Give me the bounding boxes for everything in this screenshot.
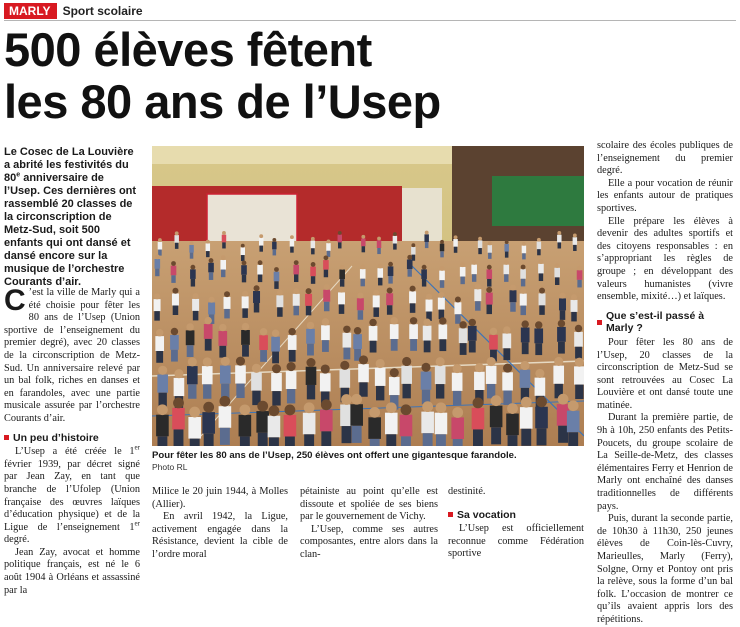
child-figure [486,366,497,384]
child-figure [460,267,466,277]
child-figure [389,377,400,395]
section-label: Sport scolaire [62,4,143,18]
child-figure [339,270,345,280]
child-figure [271,337,280,352]
subhead-marly [597,310,733,335]
column-2-paragraph-1: Milice le 20 juin 1944, à Molles (Allier). [152,486,288,510]
child-figure [274,272,280,282]
child-figure [489,335,498,350]
child-figure [253,291,260,303]
child-figure [435,366,446,384]
child-figure [218,331,227,346]
child-figure [573,237,577,245]
child-figure [486,293,493,305]
child-figure [503,333,512,348]
subhead-history [4,432,140,445]
child-figure [538,264,544,274]
child-figure [338,292,345,304]
child-figure [202,366,213,384]
child-figure [421,269,427,279]
child-figure [401,366,412,384]
child-figure [350,404,363,426]
child-figure [454,302,461,314]
square-bullet-icon [4,435,9,440]
column-4-paragraph-2: L’Usep est officiellement reconnue comme Fédération sportive [448,523,584,560]
history-sup-1: er [134,443,140,452]
column-3-paragraph-2: L’Usep, comme ses autres composantes, entre alors dans la clan- [300,523,438,560]
subhead-history-text: Un peu d’histoire [13,431,99,444]
child-figure [338,235,342,243]
child-figure [369,326,378,341]
child-figure [320,373,331,391]
child-figure [208,302,215,314]
child-figure [468,326,477,341]
child-figure [424,234,428,242]
child-figure [272,242,276,250]
column-5-paragraph-2: Elle prépare les élèves à devenir des adultes sportifs et des citoyens responsables : en s’appropriant les règles de groupe ; en développant des valeurs humanistes (vivre ensemble, mixité…) et laïques. [597,215,733,303]
child-figure [224,297,231,309]
child-figure [358,364,369,382]
child-figure [474,372,485,390]
child-figure [339,370,350,388]
child-figure [303,413,316,435]
child-figure [305,294,312,306]
child-figure [154,299,161,311]
child-figure [259,335,268,350]
kicker [4,3,143,19]
subhead-vocation-text: Sa vocation [457,508,516,521]
child-figure [490,406,503,428]
child-figure [156,415,169,437]
photo-credit: Photo RL [152,462,188,472]
child-figure [520,269,526,279]
child-figure [435,413,448,435]
child-figure [186,330,195,345]
child-figure [539,293,546,305]
child-figure [276,295,283,307]
child-figure [257,265,263,275]
child-figure [390,324,399,339]
child-figure [535,407,548,429]
child-figure [368,417,381,439]
child-figure [535,378,546,396]
child-figure [438,324,447,339]
lead-paragraph [4,146,140,289]
child-figure [509,290,516,302]
child-figure [411,247,415,255]
lead-text-a: Le Cosec de La Louvière a abrité les festivités du 80 [4,146,134,184]
child-figure [208,263,214,273]
child-figure [400,415,413,437]
history-text-c: degré. [4,534,30,546]
intro-text: ’est la ville de Marly qui a été choisie pour fêter les 80 ans de l’Usep (Union sportive de l’enseignement du premier degré), avec 20 classes de la circonscription de Metz-Sud. Un anniversaire relevé par un bal folk, riches en danses et en farandoles, avec une partie musicale assurée par l’orchestre Courants d’air. [4,287,140,424]
child-figure [357,298,364,310]
child-figure [189,245,193,253]
child-figure [440,244,444,252]
child-figure [502,372,513,390]
child-figure [504,244,508,252]
headline-line-1: 500 élèves fêtent [4,23,372,76]
child-figure [574,332,583,347]
column-1 [4,284,140,597]
child-figure [192,299,199,311]
child-figure [251,372,262,390]
child-figure [155,336,164,351]
child-figure [567,411,580,433]
child-figure [172,408,185,430]
child-figure [190,269,196,279]
child-figure [268,416,281,438]
child-figure [239,415,252,437]
child-figure [202,412,215,434]
photo-caption: Pour fêter les 80 ans de l’Usep, 250 élèves ont offert une gigantesque farandole. [152,450,517,461]
child-figure [290,239,294,247]
child-figure [506,414,519,436]
column-5-paragraph-0: scolaire des écoles publiques de l’enseignement du premier degré. [597,140,733,177]
child-figure [534,328,543,343]
headline [4,24,734,128]
child-figure [459,328,468,343]
child-figure [522,246,526,254]
child-figure [311,241,315,249]
child-figure [353,334,362,349]
subhead-marly-text: Que s’est-il passé à Marly ? [606,309,705,335]
child-figure [451,417,464,439]
child-figure [323,290,330,302]
child-figure [574,366,584,384]
child-figure [155,259,161,269]
child-figure [222,235,226,243]
child-figure [553,366,564,384]
gymnasium-photo [152,146,584,446]
square-bullet-icon [448,512,453,517]
child-figure [471,265,477,275]
child-figure [421,371,432,389]
child-figure [220,260,226,270]
history-paragraph [4,443,140,547]
child-figure [323,260,329,270]
child-figure [259,238,263,246]
child-figure [286,371,297,389]
child-figure [385,413,398,435]
column-4 [448,486,584,561]
child-figure [472,408,485,430]
child-figure [386,293,393,305]
child-figure [172,293,179,305]
child-figure [306,329,315,344]
child-figure [284,415,297,437]
child-figure [375,368,386,386]
subhead-vocation [448,509,584,522]
child-figure [423,326,432,341]
child-figure [557,327,566,342]
column-2 [152,486,288,562]
child-figure [520,370,531,388]
child-figure [220,365,231,383]
child-figure [187,366,198,384]
child-figure [321,325,330,340]
child-figure [438,298,445,310]
child-figure [407,259,413,269]
child-figure [241,265,247,275]
child-figure [293,294,300,306]
child-figure [241,330,250,345]
child-figure [204,324,213,339]
child-figure [488,245,492,253]
child-figure [557,235,561,243]
child-figure [206,243,210,251]
child-figure [393,236,397,244]
child-figure [571,300,578,312]
history-text-a: L’Usep a été créée le 1 [15,446,135,458]
column-2-paragraph-2: En avril 1942, la Ligue, activement engagée dans la Résistance, devient la cible de l’ordre moral [152,511,288,560]
child-figure [373,295,380,307]
child-figure [537,242,541,250]
column-5-paragraph-4: Durant la première partie, de 9h à 10h, 250 enfants des Petits-Poucets, du groupe scolaire de La Seille-de-Metz, des classes élémentaires Ferry et Henrion de Marly ont enchaîné des danses traditionnelles de différents pays. [597,412,733,512]
child-figure [452,373,463,391]
child-figure [188,417,201,439]
child-figure [577,270,583,280]
child-figure [271,373,282,391]
child-figure [361,239,365,247]
child-figure [174,235,178,243]
intro-paragraph [4,284,140,426]
child-figure [343,333,352,348]
child-figure [320,410,333,432]
child-figure [360,269,366,279]
child-figure [306,367,317,385]
headline-line-2: les 80 ans de l’Usep [4,75,441,128]
lead-text-b: anniversaire de l’Usep. Ces dernières ont rassemblé 20 classes de la circonscription de Metz-Sud, soit 500 enfants qui ont dansé et dansé encore sur la musique de l’orchestre Courants d’air. [4,172,137,288]
child-figure [503,265,509,275]
child-figure [409,291,416,303]
child-figure [158,242,162,250]
square-bullet-icon [597,320,602,325]
column-5-paragraph-1: Elle a pour vocation de réunir les enfants autour de pratiques sportives. [597,177,733,214]
child-figure [310,267,316,277]
history-sup-2: er [134,519,140,528]
child-figure [421,412,434,434]
child-figure [219,406,232,428]
drop-cap: C [4,284,26,317]
child-figure [288,335,297,350]
child-figure [377,240,381,248]
child-figure [326,243,330,251]
column-5-paragraph-3: Pour fêter les 80 ans de l’Usep, 20 classes de la circonscription de Metz-Sud se sont retrouvées au Cosec La Louvière et ont dansé toute une matinée. [597,336,733,411]
jean-zay-paragraph: Jean Zay, avocat et homme politique français, est né le 6 août 1904 à Orléans et assassiné par la [4,546,140,596]
child-figure [256,411,269,433]
column-4-paragraph-1: destinité. [448,486,486,497]
lead-sup: e [16,171,21,179]
column-5 [597,140,733,627]
child-figure [474,289,481,301]
child-figure [170,335,179,350]
child-figure [377,268,383,278]
child-figure [439,271,445,281]
city-tag: MARLY [4,3,57,19]
child-figure [554,268,560,278]
column-5-paragraph-5: Puis, durant la seconde partie, de 10h30 à 11h30, 250 jeunes élèves de Coin-lès-Cuvry, Marieulles, Marly (Ferry), Solgne, Orny et Pontoy ont pris la relève, sous la forme d’un bal folk. L’occasion de montrer ce qu’ils avaient appris lors des répétitions. [597,513,733,625]
column-3 [300,486,438,562]
child-figure [478,240,482,248]
child-figure [520,407,533,429]
child-figure [486,269,492,279]
child-figure [235,365,246,383]
child-figure [157,374,168,392]
child-figure [521,327,530,342]
child-figure [293,265,299,275]
child-figure [426,300,433,312]
child-figure [453,239,457,247]
child-figure [171,266,177,276]
child-figure [174,378,185,396]
history-text-b: février 1939, par décret signé par Jean Zay, en tant que branche de l’Ufolep (Union française des œuvres laïques d’éducation physique) et de la Ligue de l’enseignement 1 [4,458,140,533]
column-3-paragraph-1: pétainiste au point qu’elle est dissoute et spoliée de ses biens par le gouvernement de Vichy. [300,486,438,523]
kicker-rule [4,20,736,21]
child-figure [388,266,394,276]
child-figure [559,298,566,310]
child-figure [409,324,418,339]
child-figure [242,296,249,308]
child-figure [520,294,527,306]
child-figure [241,247,245,255]
